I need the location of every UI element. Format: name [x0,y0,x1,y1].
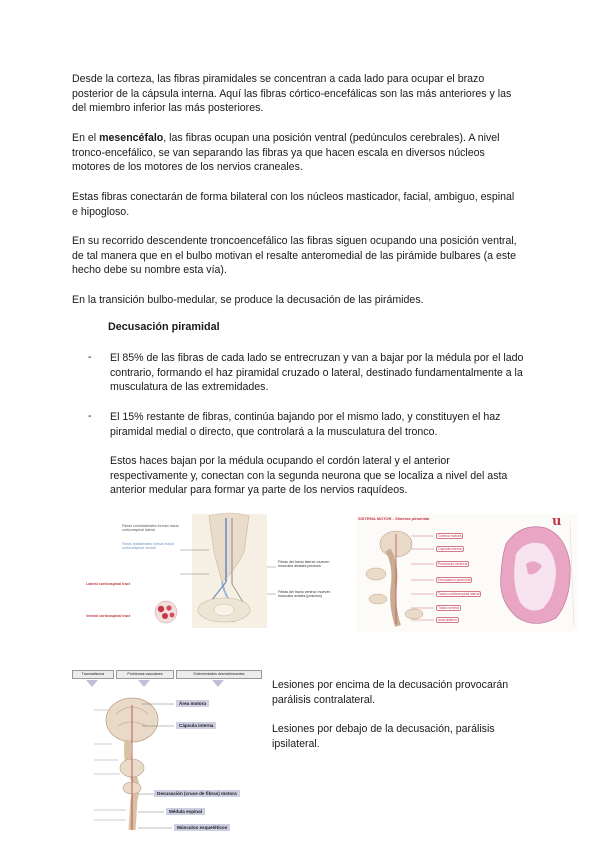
figure3-box-medula-espinal: Médula espinal [166,808,205,815]
lesion-below-text: Lesiones por debajo de la decusación, parálisis ipsilateral. [272,723,495,750]
paragraph-recorrido: En su recorrido descendente troncoencefálico las fibras siguen ocupando una posición ventral, de tal manera que en el bulbo motivan el resalte anteromedial de las pirámide bulbares (a este hecho debe su nombre esta vía). [72,235,517,277]
bullet-marker-1: - [88,351,92,363]
section-heading: Decusación piramidal [108,321,220,333]
paragraph-bilateral: Estas fibras conectarán de forma bilateral con los núcleos masticador, facial, ambiguo, espinal e hipogloso. [72,191,515,218]
figure2-tag-0: Corteza motora [438,534,462,538]
figure2-tag-5: Tracto ventral [438,606,459,610]
figure1-note-lateral: Fibras del tracto lateral: mueven musculos distales precisos [278,560,330,569]
figure2-tag-1: Capsula interna [438,547,462,551]
bullet-15: El 15% restante de fibras, continúa bajando por el mismo lado, y constituyen el haz piramidal medial o directo, que controlará a la musculatura del tronco. [110,411,501,438]
figure1-legend-lateral: Fibras contralaterales forman tracto corticoespinal lateral [122,524,179,533]
pyramidal-system-diagram [356,514,578,632]
figure3-box-area-motora: Área motora [176,700,209,707]
paragraph-mesencefalo-post: , las fibras ocupan una posición ventral (pedúnculos cerebrales). A nivel tronco-encefálico, se van separando las fibras ya que hacen escala en diversos núcleos motores de los motores de los nervios craneales. [72,132,500,174]
figure2-tag-3: Decusacion piramidal [438,578,471,582]
figure3-header-traumatismos: Traumatismos [72,670,114,679]
figure-pyramidal-system [356,514,578,632]
figure2-tag-2: Pedunculo cerebral [438,562,468,566]
paragraph-haces: Estos haces bajan por la médula ocupando el cordón lateral y el anterior respectivamente y, conectan con la segunda neurona que se localiza a nivel del asta anterior medular para formar ya parte de los nervios raquídeos. [110,455,508,497]
figure2-title: SISTEMA MOTOR - Sistema piramidal [358,516,430,521]
figure-corticospinal-tracts [84,512,334,630]
figure1-legend-ventral: Fibras ipsilaterales forman tracto corticoespinal ventral [122,542,175,551]
term-mesencefalo: mesencéfalo [99,132,164,144]
figure3-box-capsula-interna: Cápsula interna [176,722,216,729]
paragraph-transicion: En la transición bulbo-medular, se produce la decusación de las pirámides. [72,294,424,306]
lesion-above-text: Lesiones por encima de la decusación provocarán parálisis contralateral. [272,679,509,706]
figure1-note-ventral: Fibras del tracto ventral: mueven musculos axiales (posicion) [278,590,331,599]
figure2-tag-6: Asta anterior [438,618,458,622]
figure-lesion-levels [72,670,262,840]
paragraph-corteza: Desde la corteza, las fibras piramidales se concentran a cada lado para ocupar el brazo posterior de la cápsula interna. Aquí las fibras córtico-encefálicas son las más anteriores y las del miembro inferior las más posteriores. [72,73,512,115]
figure2-tag-4: Tracto corticoespinal lateral [438,592,480,596]
figure1-label-ventral-tract: Ventral corticospinal tract [86,614,131,618]
paragraph-mesencefalo [72,131,522,175]
paragraph-mesencefalo-pre: En el [72,132,100,144]
figure1-label-lateral-tract: Lateral corticospinal tract [86,582,130,586]
bullet-85: El 85% de las fibras de cada lado se entrecruzan y van a bajar por la médula por el lado contrario, formando el haz piramidal cruzado o lateral, destinado fundamentalmente a la musculatura de las extremidades. [110,352,524,394]
figure2-logo: u [552,514,562,529]
figure3-box-musculos: Músculos esqueléticos [174,824,230,831]
figure3-header-desmielinizantes: Enfermedades desmielinizantes [176,670,262,679]
figure3-header-vasculares: Problemas vasculares [116,670,174,679]
bullet-marker-2: - [88,410,92,422]
figure3-box-decusacion: Decusación (cruce de fibras) motora [154,790,240,797]
